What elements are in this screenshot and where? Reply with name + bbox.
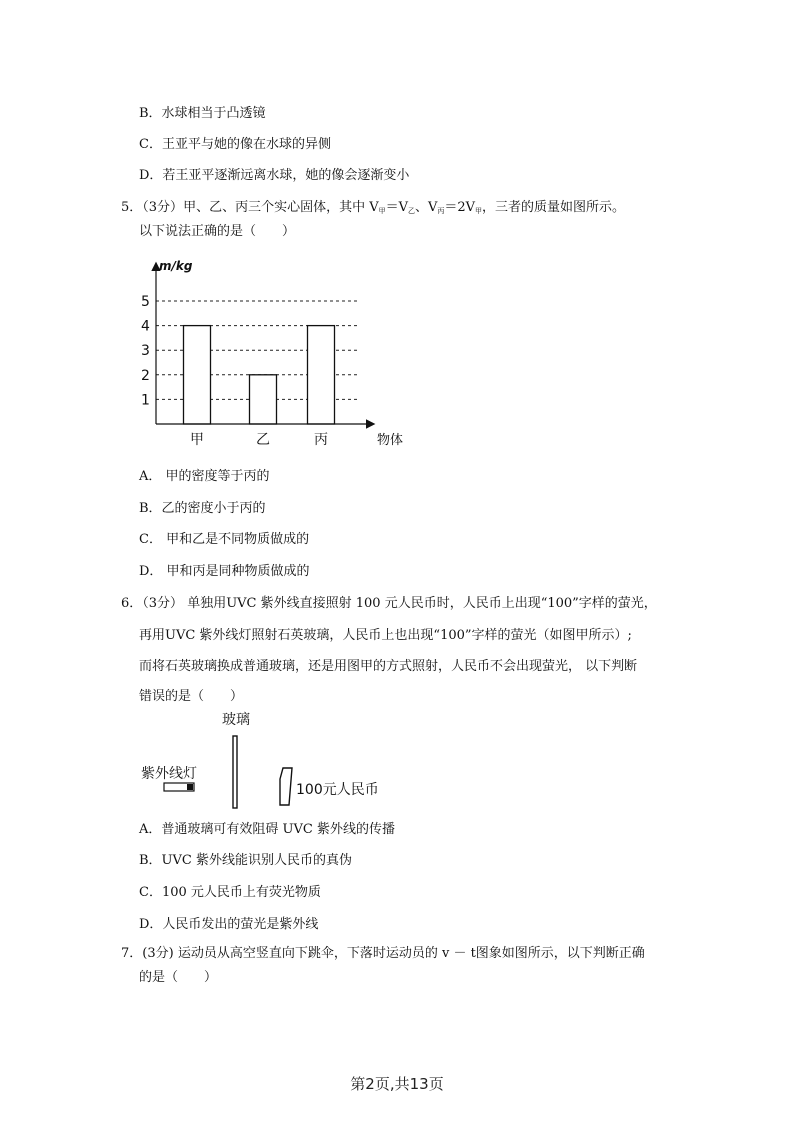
q5-option-d: D． 甲和丙是同种物质做成的 — [139, 564, 310, 579]
q5-option-a: A． 甲的密度等于丙的 — [139, 469, 270, 484]
page-number-footer: 第2页,共13页 — [350, 1075, 444, 1093]
q6-number: 6． — [121, 596, 143, 611]
q4-option-b: B．水球相当于凸透镜 — [139, 106, 266, 121]
x-category-label-丙: 丙 — [314, 432, 328, 448]
bar-丙 — [308, 326, 335, 424]
bar-甲 — [184, 326, 211, 424]
banknote-label: 100元人民币 — [296, 782, 379, 798]
y-tick-label-3: 3 — [141, 343, 150, 360]
q7-stem-line1 — [121, 945, 645, 963]
uv-lamp-label: 紫外线灯 — [141, 766, 197, 782]
q7-stem-line2: 的是（ ） — [139, 970, 218, 985]
q5-option-c: C． 甲和乙是不同物质做成的 — [139, 532, 310, 547]
uv-lamp-icon — [164, 783, 194, 791]
q5-text-1: 甲、乙、丙三个实心固体，其中 V — [183, 200, 379, 215]
glass-pane — [233, 736, 237, 808]
banknote-icon — [280, 768, 292, 805]
q6-stem-line2: 再用UVC 紫外线灯照射石英玻璃，人民币上也出现“100”字样的萤光（如图甲所示）; — [139, 628, 632, 643]
y-tick-label-5: 5 — [141, 294, 150, 310]
q5-sub-bing: 丙 — [437, 207, 445, 215]
q5-option-b: B．乙的密度小于丙的 — [139, 501, 266, 516]
q5-text-2: 、V — [414, 200, 438, 215]
q6-option-c: C．100 元人民币上有荧光物质 — [139, 885, 321, 900]
q6-text-1: 单独用UVC 紫外线直接照射 100 元人民币时，人民币上出现“100”字样的萤光， — [187, 596, 657, 611]
bar-乙 — [250, 375, 277, 424]
q5-text-4: ，三者的质量如图所示。 — [482, 200, 626, 215]
q5-text-3: ＝2V — [444, 200, 476, 215]
glass-label: 玻璃 — [222, 712, 250, 728]
q5-number: 5． — [121, 200, 143, 215]
x-category-label-乙: 乙 — [256, 432, 270, 448]
q6-stem-line1 — [121, 595, 657, 613]
q5-stem-line2: 以下说法正确的是（ ） — [139, 224, 296, 239]
q7-score: (3分) — [142, 946, 174, 961]
x-category-label-甲: 甲 — [190, 432, 204, 448]
q6-option-b: B．UVC 紫外线能识别人民币的真伪 — [139, 853, 352, 868]
q5-score: （3分） — [142, 200, 184, 215]
y-tick-label-4: 4 — [141, 318, 150, 335]
q6-score: （3分） — [142, 596, 184, 611]
q6-option-d: D．人民币发出的萤光是紫外线 — [139, 917, 319, 932]
q7-text-1: 运动员从高空竖直向下跳伞，下落时运动员的 v － t图象如图所示，以下判断正确 — [177, 946, 645, 961]
q6-uv-lamp-figure — [138, 706, 398, 814]
q6-stem-line4: 错误的是（ ） — [139, 689, 244, 704]
q6-option-a: A．普通玻璃可有效阻碍 UVC 紫外线的传播 — [139, 822, 395, 837]
q4-option-c: C．王亚平与她的像在水球的异侧 — [139, 137, 331, 152]
y-tick-label-2: 2 — [141, 367, 150, 384]
x-axis-label: 物体 — [377, 433, 404, 448]
q5-text-eq: ＝V — [385, 200, 408, 215]
q5-sub-yi: 乙 — [407, 207, 415, 215]
q4-option-d: D．若王亚平逐渐远离水球，她的像会逐渐变小 — [139, 168, 410, 183]
q5-sub-jia: 甲 — [378, 207, 386, 215]
q5-mass-bar-chart — [135, 252, 425, 452]
q6-stem-line3: 而将石英玻璃换成普通玻璃，还是用图甲的方式照射，人民币不会出现萤光， 以下判断 — [139, 659, 638, 674]
q7-number: 7． — [121, 946, 143, 961]
y-axis-label: m/kg — [159, 259, 193, 273]
q5-stem — [121, 199, 625, 220]
y-tick-label-1: 1 — [141, 392, 150, 409]
q5-sub-jia-2: 甲 — [475, 207, 483, 215]
